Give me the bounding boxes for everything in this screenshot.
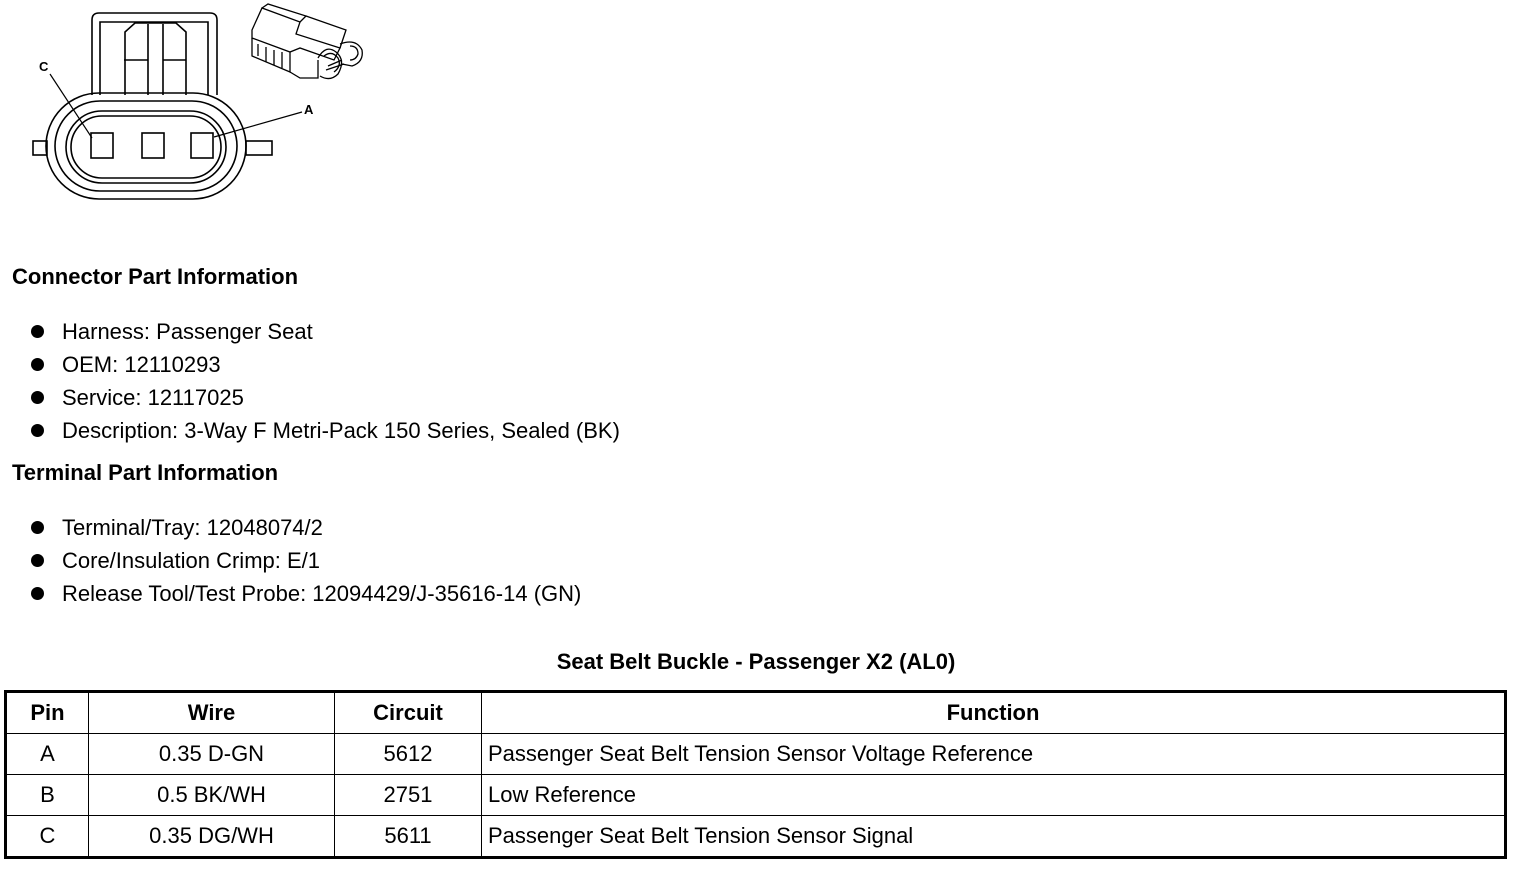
list-item: Core/Insulation Crimp: E/1 [28, 544, 581, 577]
bullet-icon [31, 325, 44, 338]
table-row [6, 734, 1506, 775]
pin-label-a: A [304, 102, 314, 117]
terminal-info-heading: Terminal Part Information [12, 460, 279, 485]
cell-function: Low Reference [482, 775, 1506, 816]
bullet-icon [31, 358, 44, 371]
connector-diagram [0, 0, 380, 215]
connector-info-list [28, 315, 620, 447]
cavity-c [91, 133, 113, 158]
bullet-icon [31, 587, 44, 600]
pin-label-c: C [39, 59, 49, 74]
connector-isometric-view [252, 4, 362, 79]
list-item: OEM: 12110293 [28, 348, 620, 381]
list-item: Description: 3-Way F Metri-Pack 150 Series, Sealed (BK) [28, 414, 620, 447]
table-title: Seat Belt Buckle - Passenger X2 (AL0) [556, 649, 956, 674]
header-function: Function [482, 692, 1506, 734]
bullet-icon [31, 424, 44, 437]
list-item: Terminal/Tray: 12048074/2 [28, 511, 581, 544]
connector-info-heading: Connector Part Information [12, 264, 299, 289]
cell-function: Passenger Seat Belt Tension Sensor Voltage Reference [482, 734, 1506, 775]
bullet-icon [31, 521, 44, 534]
cell-wire: 0.35 D-GN [89, 734, 335, 775]
table-header-row [6, 692, 1506, 734]
list-item: Service: 12117025 [28, 381, 620, 414]
cell-wire: 0.35 DG/WH [89, 816, 335, 858]
terminal-info-list [28, 511, 581, 610]
cavity-a [191, 133, 213, 158]
bullet-icon [31, 554, 44, 567]
cavity-b [142, 133, 164, 158]
list-item: Release Tool/Test Probe: 12094429/J-35616-14 (GN) [28, 577, 581, 610]
cell-circuit: 5612 [335, 734, 482, 775]
cell-circuit: 2751 [335, 775, 482, 816]
table-row [6, 775, 1506, 816]
header-wire: Wire [89, 692, 335, 734]
bullet-icon [31, 391, 44, 404]
cell-function: Passenger Seat Belt Tension Sensor Signal [482, 816, 1506, 858]
pin-leaders [50, 74, 302, 138]
locking-tab [92, 13, 217, 95]
header-circuit: Circuit [335, 692, 482, 734]
cell-circuit: 5611 [335, 816, 482, 858]
terminal-cavities [91, 133, 213, 158]
header-pin: Pin [6, 692, 89, 734]
connector-housing [33, 93, 272, 199]
cell-pin: C [6, 816, 89, 858]
cell-pin: B [6, 775, 89, 816]
list-item: Harness: Passenger Seat [28, 315, 620, 348]
cell-pin: A [6, 734, 89, 775]
cell-wire: 0.5 BK/WH [89, 775, 335, 816]
table-row [6, 816, 1506, 858]
pinout-table [4, 690, 1507, 859]
